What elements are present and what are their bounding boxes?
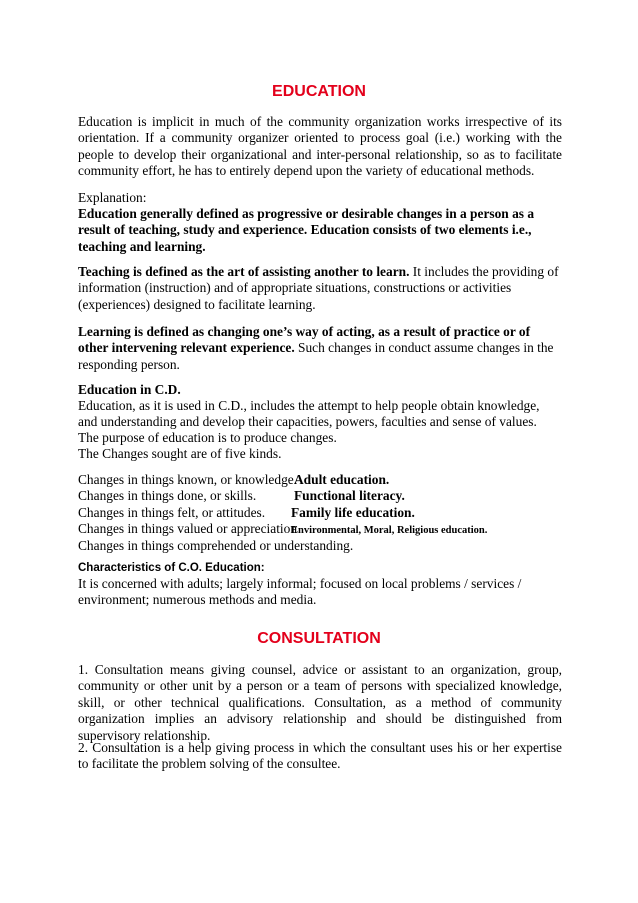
change-program: Functional literacy. bbox=[294, 488, 405, 504]
change-label: Changes in things known, or knowledge. bbox=[78, 472, 298, 487]
explanation-label: Explanation: bbox=[78, 190, 147, 205]
cd-heading bbox=[78, 382, 562, 398]
learning-detail: Such changes in conduct assume changes in the responding person. bbox=[78, 340, 554, 372]
consultation-heading: CONSULTATION bbox=[257, 630, 381, 647]
change-label: Changes in things felt, or attitudes. bbox=[78, 504, 266, 520]
change-row bbox=[78, 538, 562, 554]
education-intro: Education is implicit in much of the community organization works irrespective of its orientation. If a community organizer oriented to process goal (i.e.) working with the people to develop their organizational and inter-personal relationship, so as to facilitate community effort, he has to entirely depend upon the variety of educational methods. bbox=[78, 114, 562, 179]
changes-list bbox=[78, 472, 562, 554]
kinds-text: The Changes sought are of five kinds. bbox=[78, 446, 282, 461]
change-program: Environmental, Moral, Religious education. bbox=[291, 525, 488, 537]
change-row bbox=[78, 488, 562, 504]
change-label: Changes in things valued or appreciation bbox=[78, 521, 298, 537]
change-row bbox=[78, 472, 562, 488]
characteristics-text: It is concerned with adults; largely informal; focused on local problems / services / environment; numerous methods and media. bbox=[78, 576, 522, 608]
change-label: Changes in things comprehended or understanding. bbox=[78, 537, 354, 553]
consultation-point-2: 2. Consultation is a help giving process in which the consultant uses his or her expertise to facilitate the problem solving of the consultee. bbox=[78, 740, 562, 772]
learning-paragraph bbox=[78, 324, 562, 373]
change-label: Changes in things done, or skills. bbox=[78, 488, 257, 504]
consultation-point-1: 1. Consultation means giving counsel, advice or assistant to an organization, group, community or other unit by a person or a team of persons with specialized knowledge, skill, or other technical qualifications. Consultation, as a method of community organization implies an advisory relationship and should be distinguished from supervisory relationship. bbox=[78, 662, 562, 743]
change-program: Family life education. bbox=[291, 504, 415, 520]
change-row bbox=[78, 505, 562, 521]
change-program: Adult education. bbox=[294, 472, 390, 487]
learning-definition: Learning is defined as changing one’s way of acting, as a result of practice or of other intervening relevant experience. bbox=[78, 324, 531, 356]
education-definition-text: Education generally defined as progressive or desirable changes in a person as a result of teaching, study and experience. Education consists of two elements i.e., teaching and learning. bbox=[78, 206, 535, 254]
purpose-text: The purpose of education is to produce changes. bbox=[78, 430, 337, 445]
cd-text: Education, as it is used in C.D., includes the attempt to help people obtain knowledge, and understanding and develop their capacities, powers, faculties and sense of values. bbox=[78, 398, 540, 430]
teaching-definition: Teaching is defined as the art of assisting another to learn. bbox=[78, 264, 410, 279]
teaching-detail: It includes the providing of information (instruction) and of appropriate situations, constructions or activities (experiences) designed to facilitate learning. bbox=[78, 264, 559, 312]
characteristics-heading: Characteristics of C.O. Education: bbox=[78, 562, 265, 574]
education-heading: EDUCATION bbox=[272, 83, 366, 100]
education-definition bbox=[78, 206, 562, 255]
change-row bbox=[78, 521, 562, 537]
teaching-paragraph bbox=[78, 264, 562, 313]
cd-heading-text: Education in C.D. bbox=[78, 382, 181, 397]
